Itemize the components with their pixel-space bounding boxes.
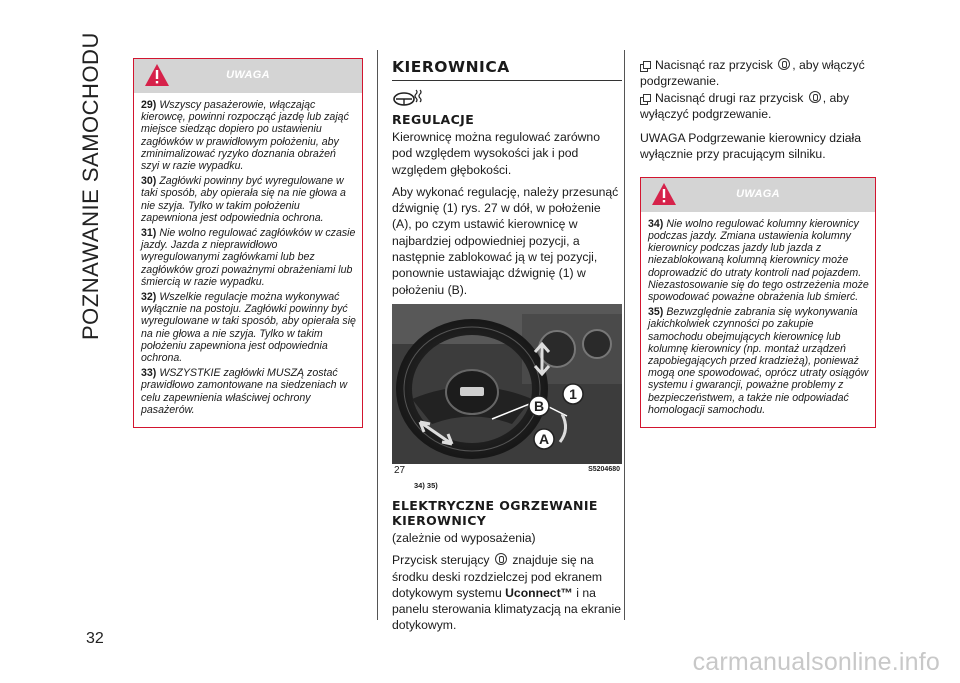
left-column <box>133 58 363 428</box>
side-section-title <box>72 32 112 340</box>
paragraph: Aby wykonać regulację, należy przesunąć dźwignię (1) rys. 27 w dół, w położenie (A), po czym ustawić kierownicę w najbardziej odpowiedniej pozycji, a następnie zablokować ją w tej pozycji, ponownie ustawiając dźwignię (1) w położeniu (B). <box>392 184 619 297</box>
heated-steering-button-icon <box>495 553 507 565</box>
column-divider-1 <box>377 50 378 620</box>
paragraph: UWAGA Podgrzewanie kierownicy działa wyłącznie przy pracującym silniku. <box>640 131 862 162</box>
paragraph: Przycisk sterujący znajduje się na środku deski rozdzielczej pod ekranem dotykowym systemu Uconnect™ i na panelu sterowania klimatyzacją na ekranie dotykowym. <box>392 553 621 633</box>
paragraph: Kierownicę można regulować zarówno pod względem wysokości jak i pod względem głębokości. <box>392 130 600 177</box>
figure-refs-row <box>392 478 622 498</box>
warning-note: 35) Bezwzględnie zabrania się wykonywania jakichkolwiek czynności po zakupie samochodu obejmujących kierownicę lub kolumnę kierownicy (np. montaż urządzeń zapobiegających przed kradzieżą), ponieważ mogą one spowodować, oprócz utraty osiągów systemu i gwarancji, poważne problemy z bezpieczeństwem, a także nie odpowiadać homologacji samochodu. <box>648 306 869 416</box>
steering-wheel-illustration <box>392 304 622 464</box>
heated-steering-button-icon <box>778 58 790 70</box>
warning-title: UWAGA <box>736 187 780 200</box>
callout-b: B <box>533 397 545 414</box>
warning-notes <box>641 212 875 427</box>
heading-rule <box>392 80 622 81</box>
warning-header <box>641 178 875 212</box>
warning-note: 32) Wszelkie regulacje można wykonywać wyłącznie na postoju. Zagłówki powinny być wyregulowane w taki sposób, aby opierała się na nie głowa a nie szyja. Tylko w takim położeniu zapewniona jest odpowiednia ochrona. <box>141 291 356 365</box>
bullet-icon <box>640 61 649 70</box>
watermark: carmanualsonline.info <box>692 648 940 676</box>
callout-a: A <box>538 430 550 447</box>
subheading-regulacje: REGULACJE <box>392 112 475 127</box>
paragraph: (zależnie od wyposażenia) <box>392 530 536 545</box>
warning-header <box>134 59 362 93</box>
bullet-icon <box>640 94 649 103</box>
warning-box-left <box>133 58 363 428</box>
right-column <box>640 57 876 428</box>
warning-note: 33) WSZYSTKIE zagłówki MUSZĄ zostać prawidłowo zamontowane na siedzeniach w celu zapewnienia właściwej ochrony pasażerów. <box>141 367 348 416</box>
bullet-item: Nacisnąć drugi raz przycisk , aby wyłączyć podgrzewanie. <box>640 90 850 121</box>
warning-title: UWAGA <box>226 69 270 81</box>
uconnect-brand: Uconnect™ <box>505 585 573 600</box>
warning-box-right <box>640 177 876 428</box>
figure-code: S5204680 <box>588 465 620 473</box>
bullet-item: Nacisnąć raz przycisk , aby włączyć podgrzewanie. <box>640 58 865 89</box>
warning-notes <box>134 93 362 427</box>
column-divider-2 <box>624 50 625 620</box>
steering-wheel-photo <box>392 304 622 464</box>
middle-column <box>392 58 622 640</box>
side-section-title-text: POZNAWANIE SAMOCHODU <box>78 32 103 340</box>
figure-refs: 34) 35) <box>414 480 438 490</box>
heated-steering-button-icon <box>809 91 821 103</box>
figure-number: 27 <box>394 464 406 476</box>
callout-1: 1 <box>569 385 577 402</box>
warning-note: 34) Nie wolno regulować kolumny kierownicy podczas jazdy. Zmiana ustawienia kolumny kierownicy podczas jazdy lub jazda z niezablokowaną kolumną kierownicy może doprowadzić do utraty kontroli nad pojazdem. Niezastosowanie się do tego ostrzeżenia może spowodować poważne obrażenia lub śmierć. <box>648 217 869 303</box>
page-number: 32 <box>86 630 104 647</box>
warning-note: 31) Nie wolno regulować zagłówków w czasie jazdy. Jazda z nieprawidłowo wyregulowanymi zagłówkami lub bez zagłówków grozi poważnymi obrażeniami lub śmiercią w razie wypadku. <box>141 227 356 288</box>
figure-caption <box>392 464 622 478</box>
warning-note: 29) Wszyscy pasażerowie, włączając kierowcę, powinni rozpocząć jazdę lub zająć miejsce siedząc dopiero po ustawieniu zagłówków w prawidłowym położeniu, aby zminimalizować ryzyko doznania obrażeń szyi w razie wypadku. <box>141 99 349 173</box>
heated-steering-wheel-icon <box>392 87 426 107</box>
subheading-heating: ELEKTRYCZNE OGRZEWANIE KIEROWNICY <box>392 497 598 528</box>
section-heading: KIEROWNICA <box>392 58 510 76</box>
warning-note: 30) Zagłówki powinny być wyregulowane w taki sposób, aby opierała się na nie głowa a nie szyja. Tylko w takim położeniu zapewniona jest odpowiednia ochrona. <box>141 175 346 224</box>
